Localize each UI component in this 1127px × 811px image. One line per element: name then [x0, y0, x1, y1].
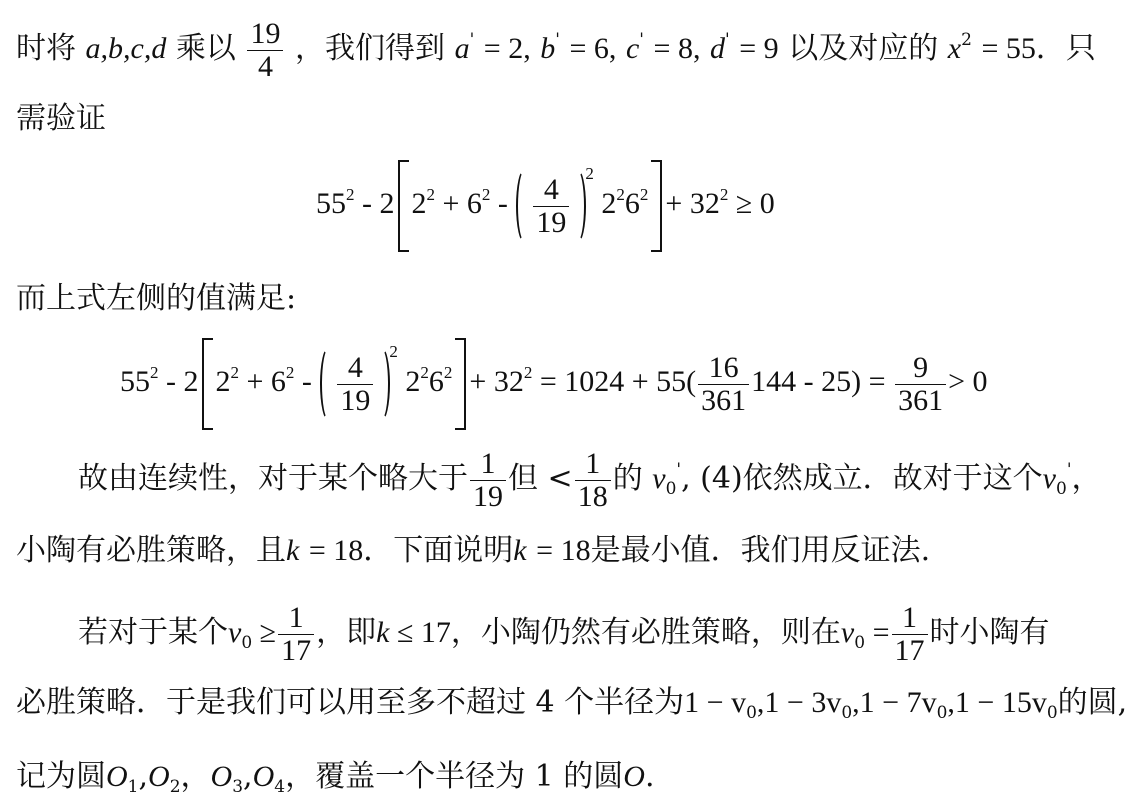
text-line-2	[16, 101, 106, 136]
fraction-1-over-17: $\frac{1}{17}$	[278, 602, 314, 666]
fraction-1-over-19: $\frac{1}{19}$	[470, 448, 506, 512]
text-line-5: 小陶有必胜策略，且k = 18．下面说明k = 18是最小值．我们用反证法.	[16, 533, 931, 568]
fraction-16-over-361: $\frac{16}{361}$	[698, 352, 749, 416]
line1-text-a: 时将	[16, 31, 76, 66]
left-bracket	[398, 160, 409, 252]
text-line-8: 记为圆$O_1,O_2$，$O_3,O_4$，覆盖一个半径为 1 的圆O.	[16, 759, 655, 797]
right-paren-2	[376, 347, 390, 421]
text-line-6: 若对于某个$v_0$ ≥ $\frac{1}{17}$ ，即k ≤ 17，小陶仍然有必胜策略，则在$v_0$ = $\frac{1}{17}$ 时小陶有	[78, 601, 1050, 667]
left-paren-2	[320, 347, 334, 421]
line2-text: 需验证	[16, 101, 106, 136]
fraction-4-over-19: $\frac{4}{19}$	[533, 174, 569, 238]
equation-2: $55^2 - 2$ $2^2 + 6^2$ - $\frac{4}{19}$ 2 $2^26^2 + 32^2 = 1024 + 55$( $\frac{16}{361}$ 144 - 25) = $\frac{9}{361}$ > 0	[120, 338, 988, 430]
fraction-1-over-18: $\frac{1}{18}$	[575, 448, 611, 512]
text-line-3	[16, 281, 297, 316]
line1-text-d: 以及对应的	[788, 31, 939, 66]
c-prime-value: = 8,	[653, 32, 701, 65]
left-paren	[516, 169, 530, 243]
fraction-1-over-17-b: $\frac{1}{17}$	[892, 602, 928, 666]
line1-text-b: 乘以	[175, 31, 236, 66]
line3-text: 而上式左侧的值满足:	[16, 281, 297, 316]
text-line-7: 必胜策略．于是我们可以用至多不超过 4 个半径为$1 - v_0,1 - 3v_0,1 - 7v_0,1 - 15v_0$的圆,	[16, 685, 1127, 723]
a-prime-value: = 2,	[483, 32, 531, 65]
b-prime-value: = 6,	[569, 32, 617, 65]
text-line-4: 故由连续性，对于某个略大于 $\frac{1}{19}$ 但 < $\frac{1}{18}$ 的 $v_0'$, (4)依然成立．故对于这个$v_0'$，	[78, 447, 1102, 513]
left-bracket-2	[202, 338, 213, 430]
equation-1: $55^2 - 2$ $2^2 + 6^2$ - $\frac{4}{19}$ 2 $2^26^2 + 32^2 \ge 0$	[316, 160, 775, 252]
line1-text-e: ．只	[1035, 31, 1096, 66]
text-line-1: 时将 a,b,c,d 乘以 $\frac{19}{4}$ ，我们得到 a' = 2, b' = 6, c' = 8, d' = 9 以及对应的 $x^2 = 55$．只	[16, 17, 1096, 83]
d-prime-value: = 9	[739, 32, 779, 65]
line1-text-c: ，我们得到	[295, 31, 446, 66]
right-bracket	[651, 160, 662, 252]
fraction-19-over-4: $\frac{19}{4}$	[247, 18, 283, 82]
x-squared-value: = 55	[981, 32, 1036, 65]
fraction-4-over-19-b: $\frac{4}{19}$	[337, 352, 373, 416]
fraction-9-over-361: $\frac{9}{361}$	[895, 352, 946, 416]
vars-abcd: a,b,c,d	[85, 32, 167, 65]
right-paren	[572, 169, 586, 243]
right-bracket-2	[455, 338, 466, 430]
